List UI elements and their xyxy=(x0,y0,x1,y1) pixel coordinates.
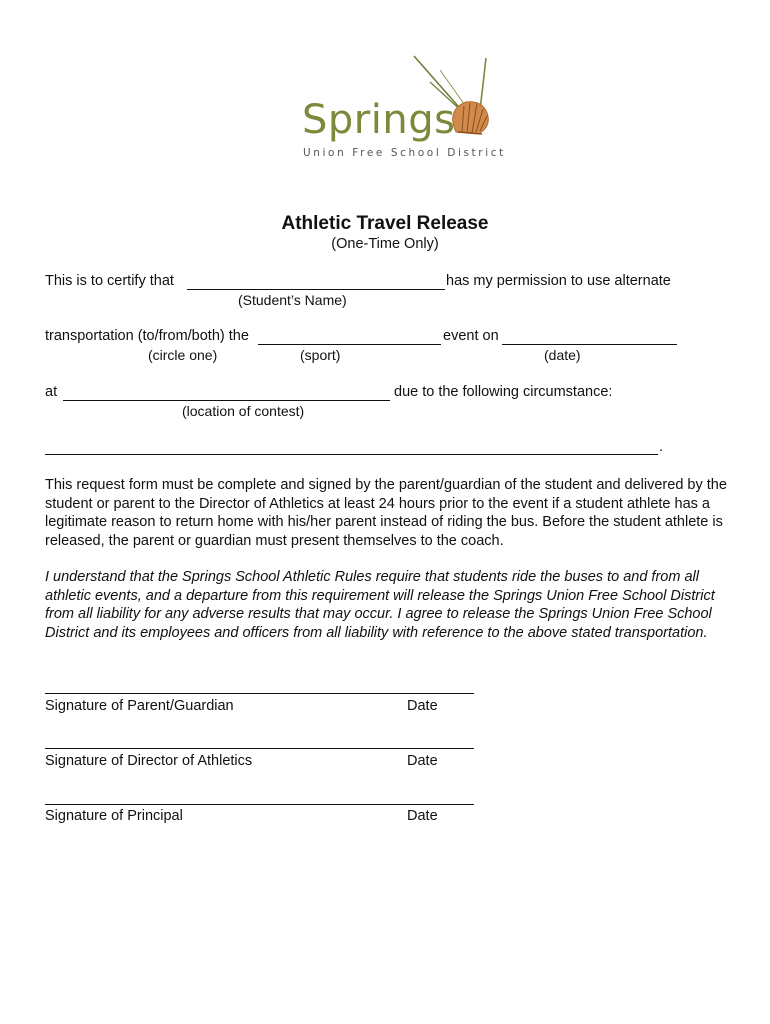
logo-subtitle: Union Free School District xyxy=(303,147,506,159)
location-field[interactable] xyxy=(63,400,390,401)
transportation-prefix: transportation (to/from/both) the xyxy=(45,328,249,344)
parent-date-label: Date xyxy=(407,698,438,714)
student-name-label: (Student’s Name) xyxy=(238,292,347,308)
page-subtitle: (One-Time Only) xyxy=(331,236,439,252)
principal-date-label: Date xyxy=(407,808,438,824)
director-signature-label: Signature of Director of Athletics xyxy=(45,753,253,769)
request-paragraph: This request form must be complete and signed by the parent/guardian of the student and delivered by the student or parent to the Director of Athletics at least 24 hours prior to the event if a student athlete has a legitimate reason to return home with his/her parent instead of riding the bus. Before the student athlete is released, the parent or guardian must present themselves to the coach. xyxy=(45,477,727,549)
at-prefix: at xyxy=(45,384,58,400)
page-title: Athletic Travel Release xyxy=(281,213,489,234)
director-date-label: Date xyxy=(407,753,438,769)
location-label: (location of contest) xyxy=(182,403,305,419)
parent-signature-label: Signature of Parent/Guardian xyxy=(45,698,234,714)
event-on-text: event on xyxy=(443,328,499,344)
logo-word: Springs xyxy=(302,97,456,143)
principal-signature-label: Signature of Principal xyxy=(45,808,183,824)
student-name-field[interactable] xyxy=(187,289,445,290)
certify-suffix: has my permission to use alternate xyxy=(446,273,671,289)
certify-prefix: This is to certify that xyxy=(45,273,174,289)
circumstance-suffix: due to the following circumstance: xyxy=(394,384,613,400)
principal-signature-field[interactable] xyxy=(45,804,474,805)
sport-label: (sport) xyxy=(300,347,341,363)
circle-one-label: (circle one) xyxy=(148,347,218,363)
parent-signature-field[interactable] xyxy=(45,693,474,694)
sport-field[interactable] xyxy=(258,344,441,345)
date-field[interactable] xyxy=(502,344,677,345)
circumstance-period: . xyxy=(659,439,664,455)
circumstance-field[interactable] xyxy=(45,454,658,455)
date-label: (date) xyxy=(544,347,581,363)
release-paragraph: I understand that the Springs School Athletic Rules require that students ride the buses to and from all athletic events, and a departure from this requirement will release the Springs Union Free School District from all liability for any adverse results that may occur. I agree to release the Springs Union Free School District and its employees and officers from all liability with reference to the above stated transportation. xyxy=(45,569,715,641)
director-signature-field[interactable] xyxy=(45,748,474,749)
